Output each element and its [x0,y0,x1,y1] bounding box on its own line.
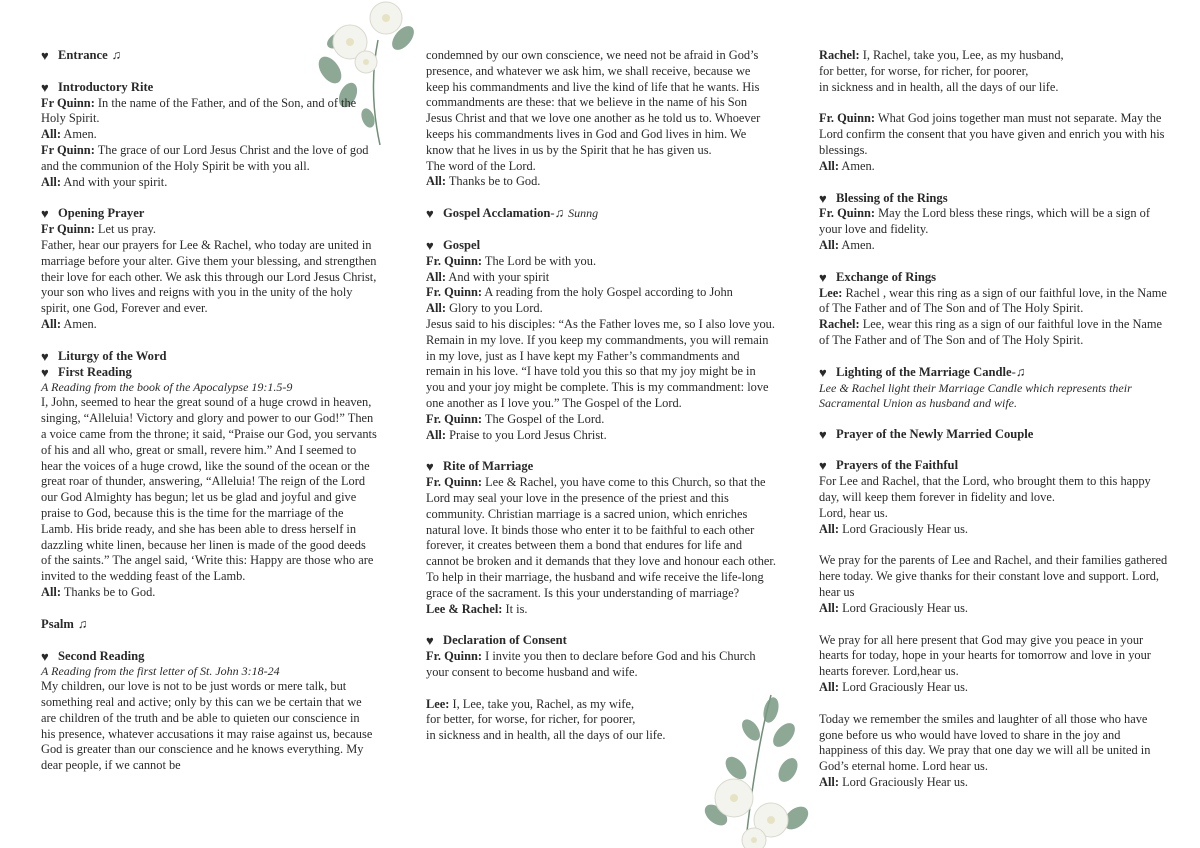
declaration-heading: ♥ Declaration of Consent [426,633,567,649]
rachel-vow: for better, for worse, for richer, for poorer, [819,63,1029,78]
heart-icon: ♥ [41,79,49,95]
music-note-icon: ♫ [554,206,565,221]
first-reading-reference: A Reading from the book of the Apocalypse 19:1.5-9 [41,380,293,395]
heart-icon: ♥ [41,648,49,664]
gospel-text: Jesus said to his disciples: “As the Father loves me, so I also love you. Remain in my love. If you keep my commandments, you will remain in my love, just as I have kept my Father’s commandments and remain in his love. “I have told you this so that my joy might be in you and your joy might be complete. This is my commandment: love one another as I love you.” The Gospel of the Lord. [426,316,775,410]
intercession-text: We pray for all here present that God may give you peace in your hearts for today, hope in your hearts for tomorrow and love in your hearts forever. Lord,hear us. [819,632,1151,679]
opening-prayer-heading: ♥ Opening Prayer [41,206,145,222]
heart-icon: ♥ [819,426,827,442]
second-reading-reference: A Reading from the first letter of St. John 3:18-24 [41,664,280,679]
second-reading-response: All: Thanks be to God. [426,174,541,189]
gospel-line: All: And with your spirit [426,269,550,284]
heart-icon: ♥ [41,348,49,364]
consent-line: Fr. Quinn: I invite you then to declare before God and his Church your consent to become husband and wife. [426,649,756,679]
intercession-response: All: Lord Graciously Hear us. [819,679,968,694]
blessing-line: Fr. Quinn: May the Lord bless these rings, which will be a sign of your love and fidelity. [819,206,1150,237]
second-reading-continued: condemned by our own conscience, we need not be afraid in God’s presence, and whatever we ask him, we shall receive, because we keep his commandments and live the kind of life that he wants. His commandments are these: that we believe in the name of his Son Jesus Christ and that we love one another as he told us to. Whoever keeps his commandments lives in God and God lives in him. We know that he lives in us by the Spirit that he has given us. [426,48,761,157]
rite-of-marriage-heading: ♥ Rite of Marriage [426,459,534,475]
blessing-heading: ♥ Blessing of the Rings [819,190,948,206]
entrance-heading: ♥ Entrance ♫ [41,48,122,63]
column-middle [426,48,776,744]
rite-line: Lee & Rachel: It is. [426,601,528,616]
opening-line: Fr Quinn: Let us pray. [41,222,156,237]
heart-icon: ♥ [819,190,827,206]
column-left [41,48,377,774]
gospel-line: All: Praise to you Lord Jesus Christ. [426,427,607,442]
heart-icon: ♥ [426,206,434,222]
rite-line: Fr. Quinn: Lee & Rachel, you have come to this Church, so that the Lord may seal your love in the presence of the priest and this community. Christian marriage is a sacred union, which enriches natural love. It binds those who enter it to be faithful to each other forever, it creates between them a bond that endures for life and cannot be broken and it demands that they love and honour each other. To help in their marriage, the husband and wife receive the life-long grace of the sacrament. Is this your understanding of marriage? [426,475,776,600]
intercession-text: Today we remember the smiles and laughter of all those who have gone before us who would have loved to share in the joy and happiness of this day. We pray that one day we will all be united in God’s eternal home. Lord hear us. [819,711,1151,774]
second-reading-heading: ♥ Second Reading [41,648,145,664]
column-right [819,48,1169,791]
intro-line: All: And with your spirit. [41,174,168,189]
rachel-vow: in sickness and in health, all the days of our life. [819,79,1059,94]
gospel-line: Fr. Quinn: The Lord be with you. [426,253,597,268]
heart-icon: ♥ [426,237,434,253]
exchange-line: Rachel: Lee, wear this ring as a sign of our faithful love in the Name of The Father and of The Son and of The Holy Spirit. [819,317,1163,347]
word-of-the-lord: The word of the Lord. [426,158,536,173]
first-reading-text: I, John, seemed to hear the great sound of a huge crowd in heaven, singing, “Alleluia! Victory and glory and power to our God!” Then a voice came from the throne; it said, “Praise our God, you servants of his and all who, great or small, revere him.” And I seemed to hear the voices of a huge crowd, like the sound of the ocean or the great roar of thunder, answering, “Alleluia! The reign of the Lord our God Almighty has begun; let us be glad and joyful and give praise to God, because this is the time for the marriage of the Lamb. His bride ready, and she has been able to dress herself in dazzling white linen, because her linen is made of the good deeds of the saints.” The angel said, ‘Write this: Happy are those who are invited to the wedding feast of the Lamb. [41,395,377,584]
heart-icon: ♥ [41,206,49,222]
liturgy-heading: ♥ Liturgy of the Word [41,348,167,364]
psalm-heading: Psalm ♫ [41,616,88,631]
heart-icon: ♥ [819,269,827,285]
response-line: All: Amen. [819,158,875,173]
consent-line: Lee: I, Lee, take you, Rachel, as my wife, [426,696,635,711]
couple-prayer-heading: ♥ Prayer of the Newly Married Couple [819,426,1034,442]
heart-icon: ♥ [41,364,49,380]
acclamation-note: Sunng [568,206,599,221]
blessing-line: All: Amen. [819,237,875,252]
consent-line: in sickness and in health, all the days of our life. [426,728,666,743]
priest-line: Fr. Quinn: What God joins together man must not separate. May the Lord confirm the consent that you have given and enrich you with his blessings. [819,111,1165,157]
rachel-vow: Rachel: I, Rachel, take you, Lee, as my husband, [819,48,1064,62]
first-reading-heading: ♥ First Reading [41,364,132,380]
exchange-heading: ♥ Exchange of Rings [819,269,937,285]
intercession-text: We pray for the parents of Lee and Rachel, and their families gathered here today. We give thanks for their constant love and support. Lord, hear us [819,553,1168,599]
introductory-rite-heading: ♥ Introductory Rite [41,79,154,95]
music-note-icon: ♫ [111,48,122,62]
intro-line: Fr Quinn: The grace of our Lord Jesus Christ and the love of god and the communion of the Holy Spirit be with you all. [41,142,369,173]
gospel-line: Fr. Quinn: The Gospel of the Lord. [426,411,605,426]
intro-line: All: Amen. [41,127,97,142]
gospel-line: All: Glory to you Lord. [426,301,543,316]
heart-icon: ♥ [819,458,827,474]
music-note-icon: ♫ [77,616,88,631]
intercession-text: For Lee and Rachel, that the Lord, who brought them to this happy day, will keep them forever in fidelity and love. [819,474,1151,504]
faithful-heading: ♥ Prayers of the Faithful [819,458,959,474]
exchange-line: Lee: Rachel , wear this ring as a sign of our faithful love, in the Name of The Father and of The Son and of The Holy Spirit. [819,285,1167,316]
consent-line: for better, for worse, for richer, for poorer, [426,712,636,727]
second-reading-text: My children, our love is not to be just words or mere talk, but something real and active; only by this can we be certain that we are children of the truth and be able to quieten our conscience in his presence, whatever accusations it may raise against us, because God is greater than our conscience and he knows everything. My dear people, if we cannot be [41,679,373,773]
gospel-heading: ♥ Gospel [426,237,481,253]
heart-icon: ♥ [41,48,49,63]
candle-description: Lee & Rachel light their Marriage Candle which represents their Sacramental Union as husband and wife. [819,380,1132,410]
intercession-response: All: Lord Graciously Hear us. [819,600,968,615]
intercession-response: All: Lord Graciously Hear us. [819,774,968,789]
heart-icon: ♥ [819,364,827,380]
music-note-icon: ♫ [1015,364,1026,379]
candle-heading: ♥ Lighting of the Marriage Candle - ♫ [819,364,1026,380]
intercession-response: All: Lord Graciously Hear us. [819,521,968,536]
gospel-line: Fr. Quinn: A reading from the holy Gospel according to John [426,285,733,300]
intercession-text: Lord, hear us. [819,505,888,520]
opening-line: All: Amen. [41,316,97,331]
first-reading-response: All: Thanks be to God. [41,584,156,599]
opening-prayer-text: Father, hear our prayers for Lee & Rachel, who today are united in marriage before your alter. Give them your blessing, and strengthen their love for each other. We ask this through our Lord Jesus Christ, your son who lives and reigns with you in the unity of the holy spirit, one God, Forever and ever. [41,237,377,316]
heart-icon: ♥ [426,633,434,649]
gospel-acclamation-heading: ♥ Gospel Acclamation - ♫ Sunng [426,206,599,222]
heart-icon: ♥ [426,459,434,475]
intro-line: Fr Quinn: In the name of the Father, and of the Son, and of the Holy Spirit. [41,95,357,126]
